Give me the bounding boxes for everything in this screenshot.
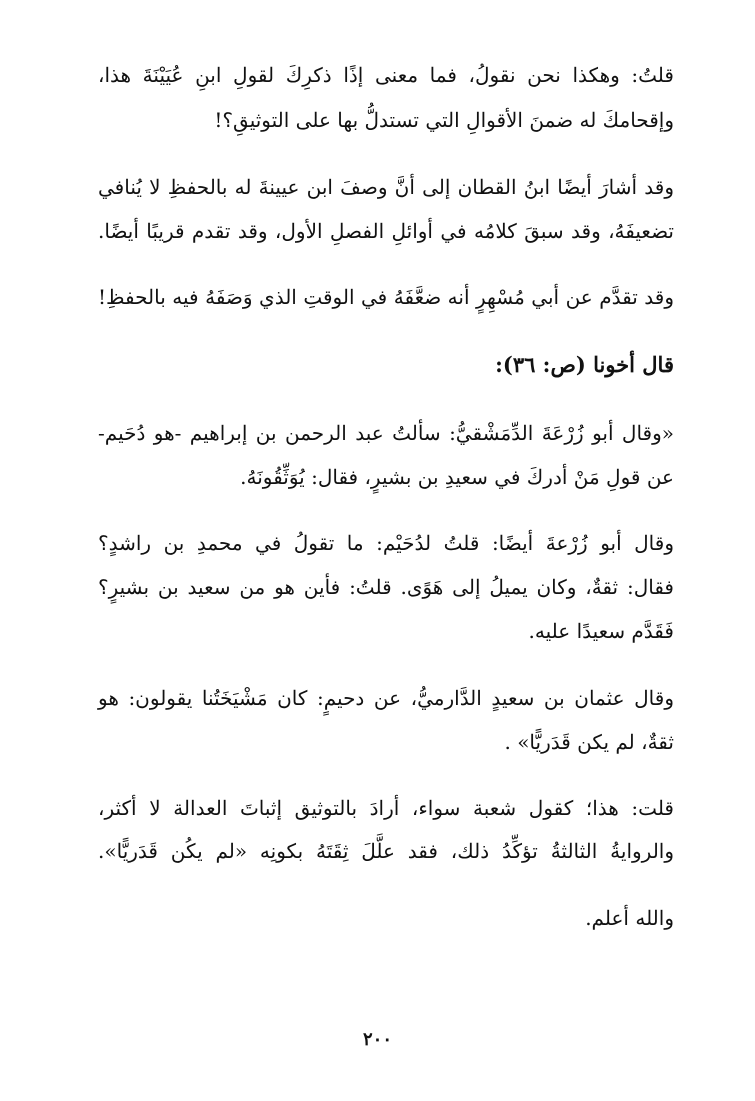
page-number: ٢٠٠ [362, 1029, 392, 1050]
section-heading: قال أخونا (ص: ٣٦): [495, 352, 674, 377]
commentary-line-1: قلت: هذا؛ كقول شعبة سواء، أرادَ بالتوثيق إثباتَ العدالة لا أكثر، [98, 796, 674, 820]
quote-paragraph-1-line-1: «وقال أبو زُرْعَةَ الدِّمَشْقيُّ: سألتُ عبد الرحمن بن إبراهيم -هو دُحَيم- [98, 421, 674, 445]
paragraph-3-line-1: وقد تقدَّم عن أبي مُسْهِرٍ أنه ضعَّفَهُ في الوقتِ الذي وَصَفَهُ فيه بالحفظِ! [98, 285, 674, 309]
paragraph-1-line-2: وإقحامكَ له ضمنَ الأقوالِ التي تستدلُّ بها على التوثيقِ؟! [214, 108, 674, 132]
quote-paragraph-1-line-2: عن قولِ مَنْ أدركَ في سعيدِ بن بشيرٍ، فقال: يُوَثِّقُونَهُ. [240, 465, 674, 489]
quote-paragraph-3-line-2: ثقةٌ، لم يكن قَدَريًّا» . [504, 730, 674, 754]
closing-line: والله أعلم. [585, 906, 674, 930]
quote-paragraph-2-line-3: فَقَدَّم سعيدًا عليه. [528, 619, 674, 643]
paragraph-2-line-1: وقد أشارَ أيضًا ابنُ القطان إلى أنَّ وصفَ ابن عيينةَ له بالحفظِ لا يُنافي [98, 175, 674, 199]
commentary-line-2: والروايةُ الثالثةُ تؤكِّدُ ذلك، فقد علَّلَ ثِقَتَهُ بكونِه «لم يكُن قَدَريًّا». [98, 839, 674, 863]
paragraph-2-line-2: تضعيفَهُ، وقد سبقَ كلامُه في أوائلِ الفصلِ الأول، وقد تقدم قريبًا أيضًا. [98, 219, 674, 243]
paragraph-1-line-1: قلتُ: وهكذا نحن نقولُ، فما معنى إذًا ذكرِكَ لقولِ ابنِ عُيَيْنَةَ هذا، [98, 63, 674, 87]
quote-paragraph-3-line-1: وقال عثمان بن سعيدٍ الدَّارميُّ، عن دحيمٍ: كان مَشْيَخَتُنا يقولون: هو [98, 686, 674, 710]
quote-paragraph-2-line-2: فقال: ثقةٌ، وكان يميلُ إلى هَوًى. قلتُ: فأين هو من سعيد بن بشيرٍ؟ [98, 575, 674, 599]
quote-paragraph-2-line-1: وقال أبو زُرْعةَ أيضًا: قلتُ لدُحَيْم: ما تقولُ في محمدِ بن راشدٍ؟ [98, 531, 674, 555]
